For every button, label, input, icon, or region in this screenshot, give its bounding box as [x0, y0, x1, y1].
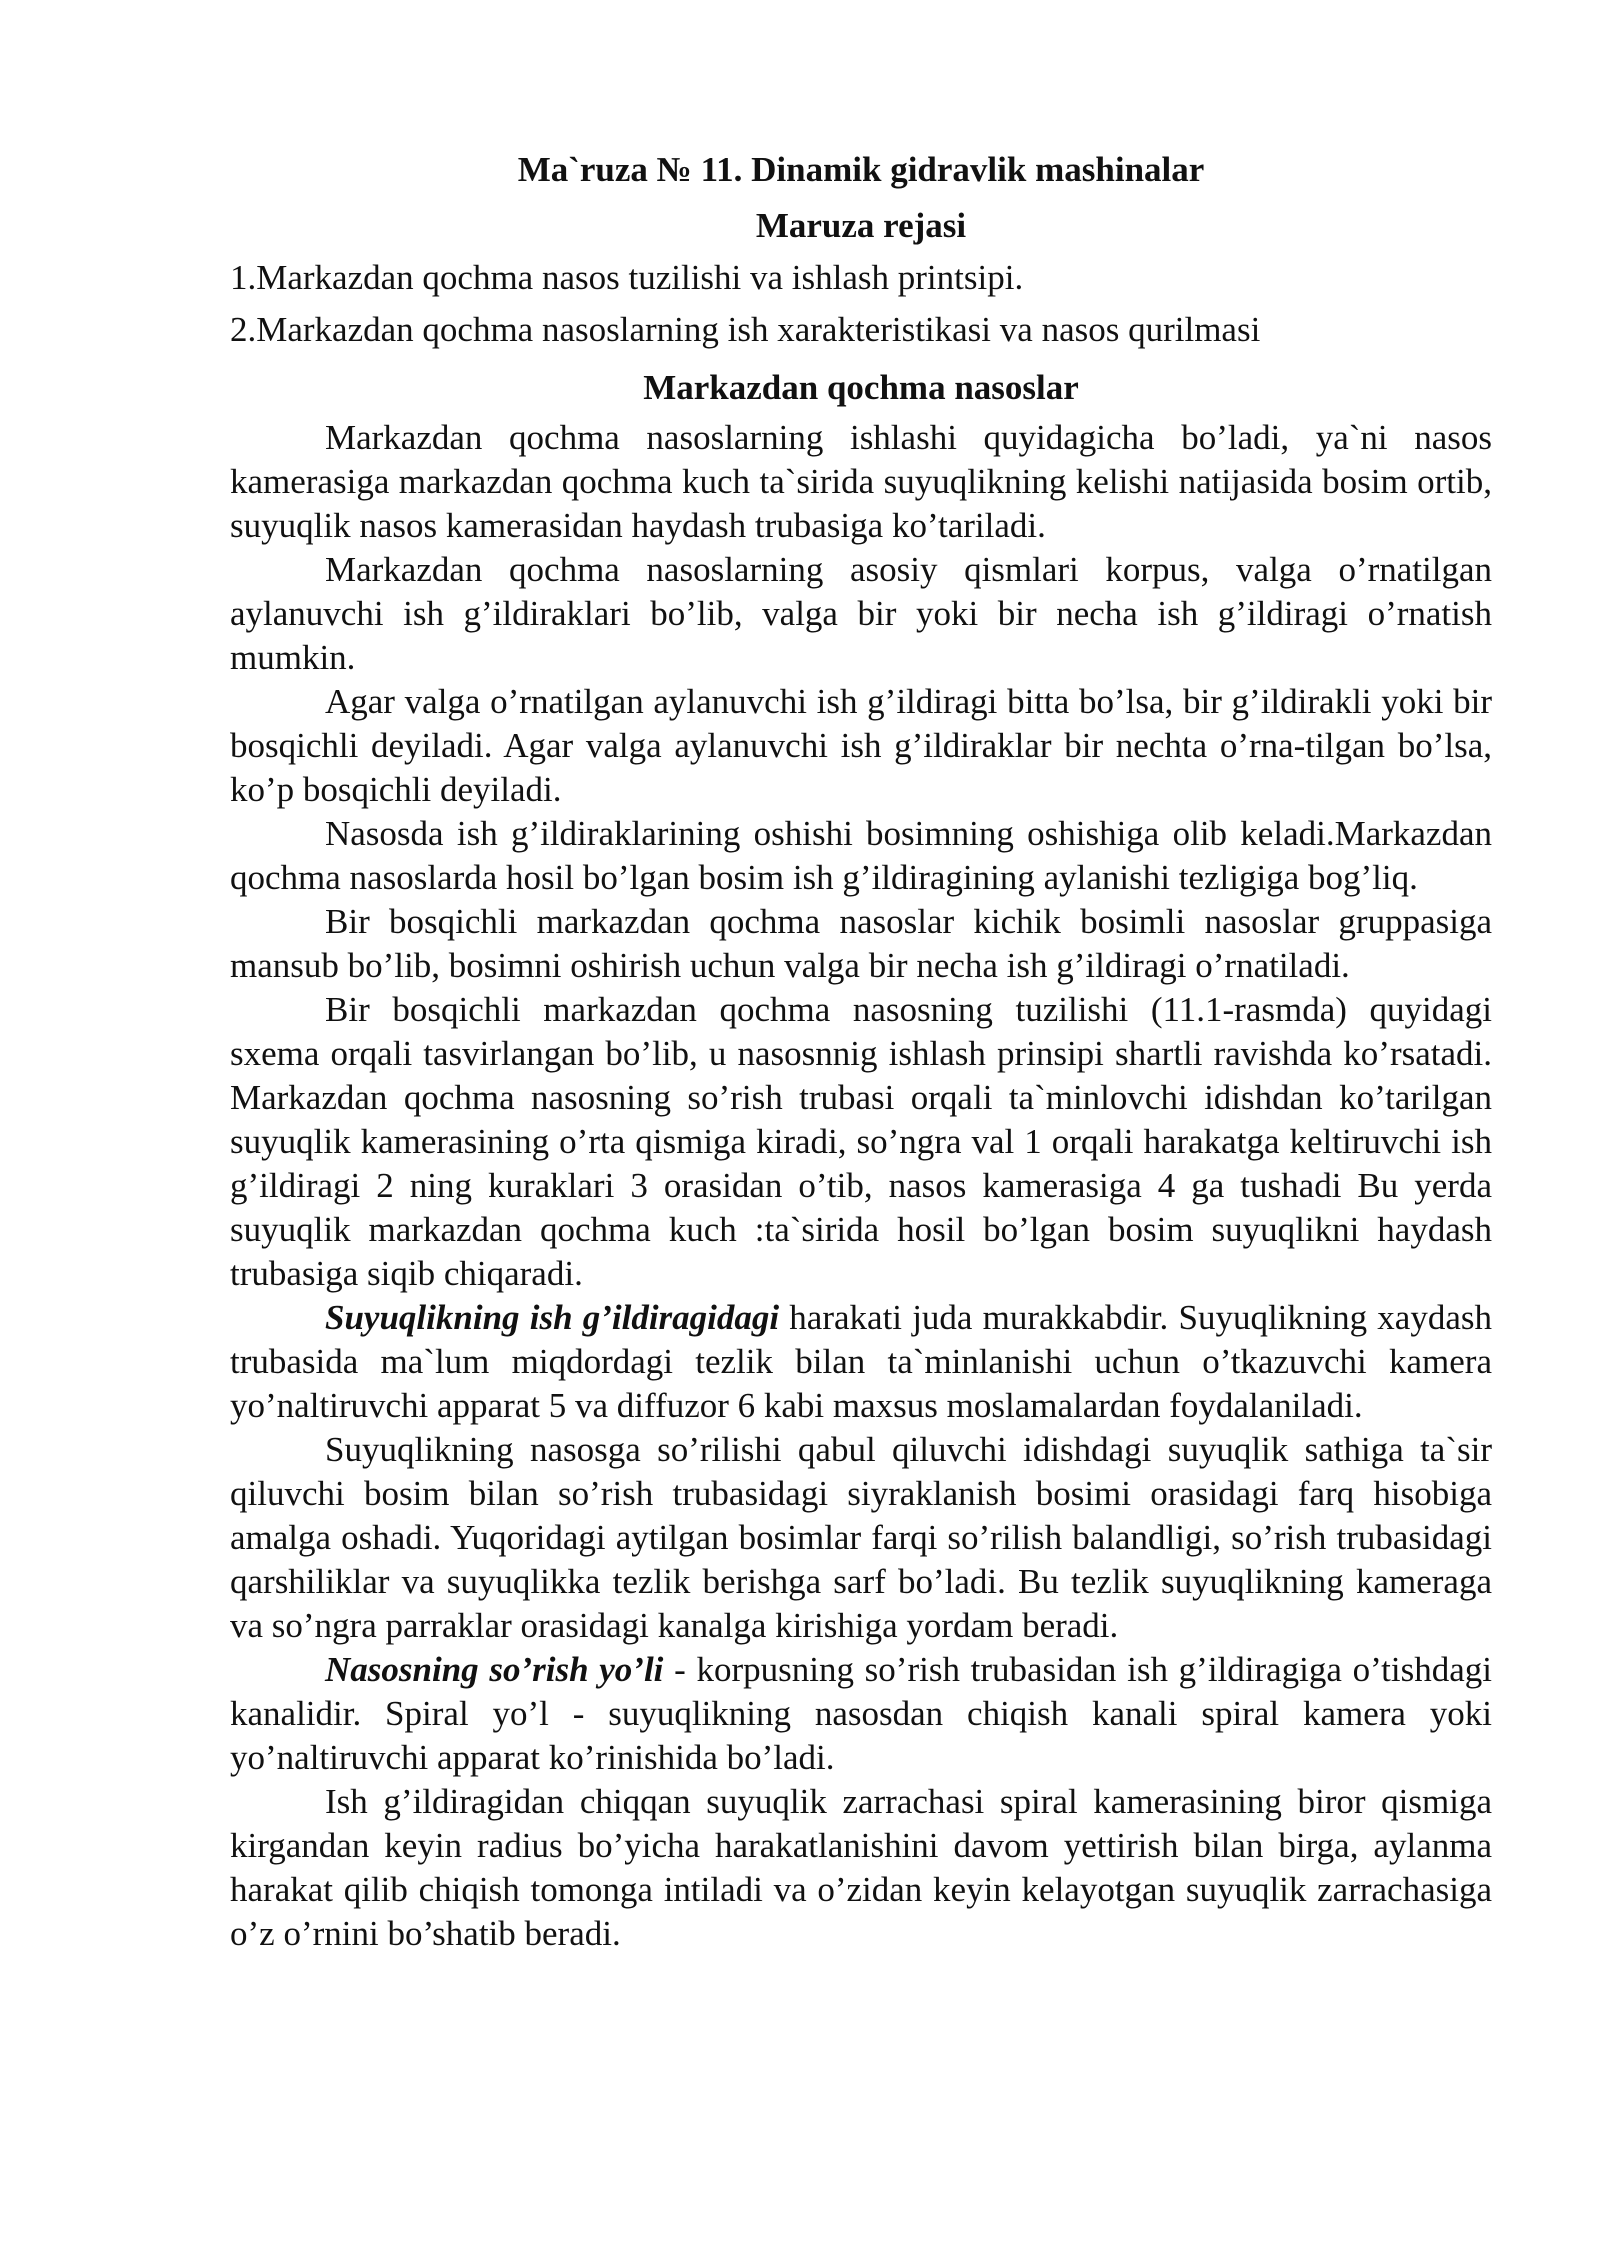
paragraph	[230, 1780, 1492, 1956]
paragraph	[230, 1428, 1492, 1648]
paragraph	[230, 988, 1492, 1296]
paragraph-text: Bir bosqichli markazdan qochma nasosning tuzilishi (11.1-rasmda) quyidagi sxema orqali tasvirlangan bo’lib, u nasosnnig ishlash prinsipi shartli ravishda ko’rsatadi. Markazdan qochma nasosning so’rish trubasi orqali ta`minlovchi idishdan ko’tarilgan suyuqlik kamerasining o’rta qismiga kiradi, so’ngra val 1 orqali harakatga keltiruvchi ish g’ildiragi 2 ning kuraklari 3 orasidan o’tib, nasos kamerasiga 4 ga tushadi Bu yerda suyuqlik markazdan qochma kuch :ta`sirida hosil bo’lgan bosim suyuqlikni haydash trubasiga siqib chiqaradi.	[230, 990, 1492, 1293]
paragraph-text: Ish g’ildiragidan chiqqan suyuqlik zarrachasi spiral kamerasining biror qismiga kirgandan keyin radius bo’yicha harakatlanishini davom yettirish bilan birga, aylanma harakat qilib chiqish tomonga intiladi va o’zidan keyin kelayotgan suyuqlik zarrachasiga o’z o’rnini bo’shatib beradi.	[230, 1782, 1492, 1953]
lecture-title: Ma`ruza № 11. Dinamik gidravlik mashinalar	[517, 150, 1205, 189]
paragraph	[230, 548, 1492, 680]
paragraph-text: harakati juda murakkabdir. Suyuqlikning xaydash trubasida ma`lum miqdordagi tezlik bilan ta`minlanishi uchun o’tkazuvchi kamera yo’naltiruvchi apparat 5 va diffuzor 6 kabi maxsus moslamalardan foydalaniladi.	[230, 1298, 1492, 1425]
section-heading: Markazdan qochma nasoslar	[643, 368, 1079, 407]
paragraph	[230, 1296, 1492, 1428]
paragraph	[230, 416, 1492, 548]
paragraph	[230, 900, 1492, 988]
paragraph-lead: Nasosning so’rish yo’li	[325, 1650, 664, 1689]
paragraph-text: Markazdan qochma nasoslarning ishlashi quyidagicha bo’ladi, ya`ni nasos kamerasiga markazdan qochma kuch ta`sirida suyuqlikning kelishi natijasida bosim ortib, suyuqlik nasos kamerasidan haydash trubasiga ko’tariladi.	[230, 418, 1492, 545]
paragraph-text: Nasosda ish g’ildiraklarining oshishi bosimning oshishiga olib keladi.Markazdan qochma nasoslarda hosil bo’lgan bosim ish g’ildiragining aylanishi tezligiga bog’liq.	[230, 814, 1492, 897]
paragraph-text: Markazdan qochma nasoslarning asosiy qismlari korpus, valga o’rnatilgan aylanuvchi ish g’ildiraklari bo’lib, valga bir yoki bir necha ish g’ildiragi o’rnatish mumkin.	[230, 550, 1492, 677]
paragraph-text: Agar valga o’rnatilgan aylanuvchi ish g’ildiragi bitta bo’lsa, bir g’ildirakli yoki bir bosqichli deyiladi. Agar valga aylanuvchi ish g’ildiraklar bir nechta o’rna-tilgan bo’lsa, ko’p bosqichli deyiladi.	[230, 682, 1492, 809]
plan-item-1: 1.Markazdan qochma nasos tuzilishi va ishlash printsipi.	[230, 258, 1024, 297]
paragraph	[230, 1648, 1492, 1780]
paragraph-text: Bir bosqichli markazdan qochma nasoslar kichik bosimli nasoslar gruppasiga mansub bo’lib, bosimni oshirish uchun valga bir necha ish g’ildiragi o’rnatiladi.	[230, 902, 1492, 985]
plan-heading: Maruza rejasi	[755, 206, 967, 245]
plan-item-2: 2.Markazdan qochma nasoslarning ish xarakteristikasi va nasos qurilmasi	[230, 310, 1261, 349]
document-page	[230, 148, 1492, 1956]
paragraph	[230, 812, 1492, 900]
paragraph	[230, 680, 1492, 812]
paragraph-text: Suyuqlikning nasosga so’rilishi qabul qiluvchi idishdagi suyuqlik sathiga ta`sir qiluvchi bosim bilan so’rish trubasidagi siyraklanish bosimi orasidagi farq hisobiga amalga oshadi. Yuqoridagi aytilgan bosimlar farqi so’rilish balandligi, so’rish trubasidagi qarshiliklar va suyuqlikka tezlik berishga sarf bo’ladi. Bu tezlik suyuqlikning kameraga va so’ngra parraklar orasidagi kanalga kirishiga yordam beradi.	[230, 1430, 1492, 1645]
paragraph-lead: Suyuqlikning ish g’ildiragidagi	[325, 1298, 780, 1337]
paragraph-text: - korpusning so’rish trubasidan ish g’ildiragiga o’tishdagi kanalidir. Spiral yo’l - suyuqlikning nasosdan chiqish kanali spiral kamera yoki yo’naltiruvchi apparat ko’rinishida bo’ladi.	[230, 1650, 1492, 1777]
